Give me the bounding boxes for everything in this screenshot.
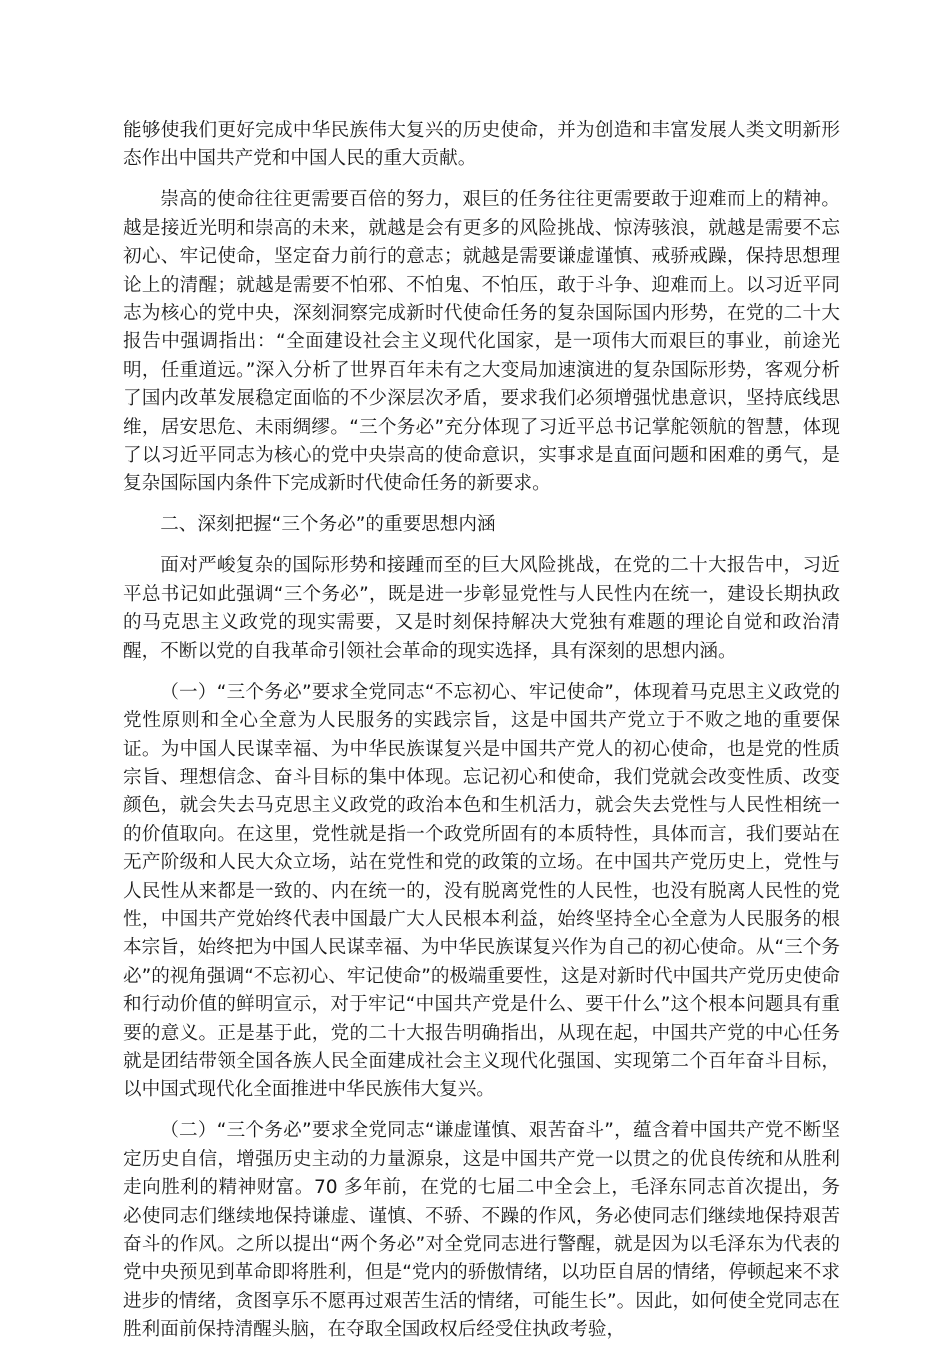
paragraph-mission: 崇高的使命往往更需要百倍的努力，艰巨的任务往往更需要敢于迎难而上的精神。越是接近光明和崇高的未来，就越是会有更多的风险挑战、惊涛骇浪，就越是需要不忘初心、牢记使命，坚定奋力前行的意志；就越是需要谦虚谨慎、戒骄戒躁，保持思想理论上的清醒；就越是需要不怕邪、不怕鬼、不怕压，敢于斗争、迎难而上。以习近平同志为核心的党中央，深刻洞察完成新时代使命任务的复杂国际国内形势，在党的二十大报告中强调指出：“全面建设社会主义现代化国家，是一项伟大而艰巨的事业，前途光明，任重道远。”深入分析了世界百年未有之大变局加速演进的复杂国际形势，客观分析了国内改革发展稳定面临的不少深层次矛盾，要求我们必须增强忧患意识，坚持底线思维，居安思危、未雨绸缪。“三个务必”充分体现了习近平总书记掌舵领航的智慧，体现了以习近平同志为核心的党中央崇高的使命意识，实事求是直面问题和困难的勇气，是复杂国际国内条件下完成新时代使命任务的新要求。 xyxy=(123,189,840,495)
paragraph-intro: 面对严峻复杂的国际形势和接踵而至的巨大风险挑战，在党的二十大报告中，习近平总书记如此强调“三个务必”，既是进一步彰显党性与人民性内在统一，建设长期执政的马克思主义政党的现实需要，又是时刻保持解决大党独有难题的理论自觉和政治清醒，不断以党的自我革命引领社会革命的现实选择，具有深刻的思想内涵。 xyxy=(123,555,840,662)
section-heading: 二、深刻把握“三个务必”的重要思想内涵 xyxy=(160,514,496,536)
paragraph-continuation: 能够使我们更好完成中华民族伟大复兴的历史使命，并为创造和丰富发展人类文明新形态作出中国共产党和中国人民的重大贡献。 xyxy=(123,120,840,170)
paragraph-point-one: （一）“三个务必”要求全党同志“不忘初心、牢记使命”，体现着马克思主义政党的党性原则和全心全意为人民服务的实践宗旨，这是中国共产党立于不败之地的重要保证。为中国人民谋幸福、为中华民族谋复兴是中国共产党人的初心使命，也是党的性质宗旨、理想信念、奋斗目标的集中体现。忘记初心和使命，我们党就会改变性质、改变颜色，就会失去马克思主义政党的政治本色和生机活力，就会失去党性与人民性相统一的价值取向。在这里，党性就是指一个政党所固有的本质特性，具体而言，我们要站在无产阶级和人民大众立场，站在党性和党的政策的立场。在中国共产党历史上，党性与人民性从来都是一致的、内在统一的，没有脱离党性的人民性，也没有脱离人民性的党性，中国共产党始终代表中国最广大人民根本利益，始终坚持全心全意为人民服务的根本宗旨，始终把为中国人民谋幸福、为中华民族谋复兴作为自己的初心使命。从“三个务必”的视角强调“不忘初心、牢记使命”的极端重要性，这是对新时代中国共产党历史使命和行动价值的鲜明宣示，对于牢记“中国共产党是什么、要干什么”这个根本问题具有重要的意义。正是基于此，党的二十大报告明确指出，从现在起，中国共产党的中心任务就是团结带领全国各族人民全面建成社会主义现代化强国、实现第二个百年奋斗目标，以中国式现代化全面推进中华民族伟大复兴。 xyxy=(123,681,840,1101)
paragraph-point-two: （二）“三个务必”要求全党同志“谦虚谨慎、艰苦奋斗”，蕴含着中国共产党不断坚定历史自信，增强历史主动的力量源泉，这是中国共产党一以贯之的优良传统和从胜利走向胜利的精神财富。70 多年前，在党的七届二中全会上，毛泽东同志首次提出，务必使同志们继续地保持谦虚、谨慎、不骄、不躁的作风，务必使同志们继续地保持艰苦奋斗的作风。之所以提出“两个务必”对全党同志进行警醒，就是因为以毛泽东为代表的党中央预见到革命即将胜利，但是“党内的骄傲情绪，以功臣自居的情绪，停顿起来不求进步的情绪，贪图享乐不愿再过艰苦生活的情绪，可能生长”。因此，如何使全党同志在胜利面前保持清醒头脑，在夺取全国政权后经受住执政考验， xyxy=(123,1120,840,1341)
document-page xyxy=(123,117,840,1357)
